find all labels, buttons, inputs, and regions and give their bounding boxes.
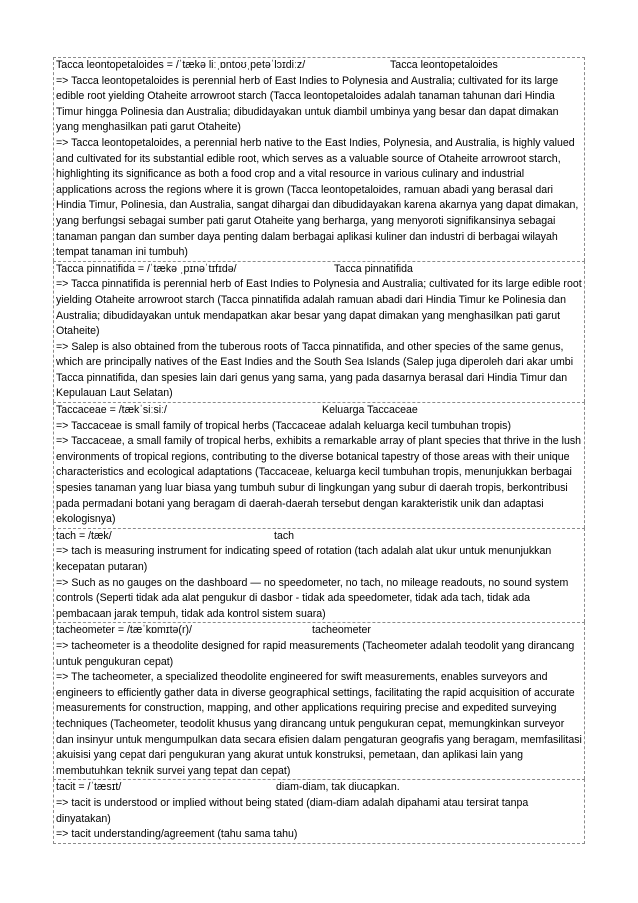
dictionary-entry <box>53 57 585 261</box>
dictionary-page <box>53 57 585 844</box>
entry-translation: Tacca pinnatifida <box>334 262 413 275</box>
example-line: => Salep is also obtained from the tuberous roots of Tacca pinnatifida, and other species of the same genus, which are principally natives of the East Indies and the South Sea Islands (Salep juga diperoleh dari akar umbi Tacca pinnatifida, dan spesies lain dari genus yang sama, yang pada dasarnya berasal dari Hindia Timur dan Kepulauan Laut Selatan) <box>56 340 574 400</box>
definition-line: => tacit is understood or implied without being stated (diam-diam adalah dipahami atau tersirat tanpa dinyatakan) <box>56 796 529 825</box>
definition-line: => tacheometer is a theodolite designed for rapid measurements (Tacheometer adalah teodolit yang dirancang untuk pengukuran cepat) <box>56 639 575 668</box>
dictionary-entry <box>53 528 585 623</box>
example-line: => The tacheometer, a specialized theodolite engineered for swift measurements, enables surveyors and engineers to efficiently gather data in diverse geographical settings, facilitating the rapid acquisition of accurate measurements for construction, mapping, and other applications requiring precise and expedited surveying techniques (Tacheometer, teodolit khusus yang dirancang untuk pengukuran cepat, memungkinkan surveyor dan insinyur untuk mengumpulkan data secara efisien dalam pengaturan geografis yang beragam, memfasilitasi akuisisi yang cepat dari pengukuran yang akurat untuk konstruksi, pemetaan, dan aplikasi lain yang membutuhkan teknik survei yang tepat dan cepat) <box>56 671 582 777</box>
entry-header <box>56 780 582 796</box>
definition-line: => Tacca pinnatifida is perennial herb of East Indies to Polynesia and Australia; cultivated for its large edible root yielding Otaheite arrowroot starch (Tacca pinnatifida adalah ramuan abadi dari Hindia Timur ke Polinesia dan Australia; dibudidayakan untuk mendapatkan akar besar yang dapat dimakan yang menghasilkan pati garut Otaheite) <box>56 278 582 338</box>
entry-translation: tacheometer <box>312 624 371 637</box>
entry-term: Tacca pinnatifida = /ˈtækə ˌpɪnəˈtɪfɪdə/ <box>56 262 237 275</box>
entry-term: tacheometer = /tæˈkɒmɪtə(r)/ <box>56 624 192 637</box>
entry-header <box>56 529 582 545</box>
definition-line: => tach is measuring instrument for indicating speed of rotation (tach adalah alat ukur untuk menunjukkan kecepatan putaran) <box>56 545 552 573</box>
entry-translation: diam-diam, tak diucapkan. <box>276 781 400 794</box>
entry-term: Taccaceae = /tækˈsiːsiː/ <box>56 404 167 417</box>
example-line: => Taccaceae, a small family of tropical herbs, exhibits a remarkable array of plant species that thrive in the lush environments of tropical regions, contributing to the diverse botanical tapestry of those areas with their unique characteristics and ecological adaptations (Taccaceae, keluarga kecil tumbuhan tropis, menunjukkan berbagai spesies tanaman yang luar biasa yang tumbuh subur di lingkungan yang subur di daerah tropis, berkontribusi pada permadani botani yang beragam di daerah-daerah tersebut dengan karakteristik unik dan adaptasi ekologisnya) <box>56 435 582 526</box>
dictionary-entry <box>53 622 585 779</box>
dictionary-entry <box>53 261 585 402</box>
example-line: => Tacca leontopetaloides, a perennial herb native to the East Indies, Polynesia, and Australia, is highly valued and cultivated for its substantial edible root, which serves as a valuable source of Otaheite arrowroot starch, highlighting its significance as both a food crop and a vital resource in various culinary and industrial applications across the regions where it is grown (Tacca leontopetaloides, ramuan abadi yang berasal dari Hindia Timur, Polinesia, dan Australia, sangat dihargai dan dibudidayakan karena akarnya yang dapat dimakan, yang berfungsi sebagai sumber pati garut Otaheite yang berharga, yang menyoroti signifikansinya sebagai tanaman pangan dan sumber daya penting dalam berbagai aplikasi kuliner dan industri di berbagai wilayah tempat tanaman ini tumbuh) <box>56 136 579 259</box>
example-line: => Such as no gauges on the dashboard — no speedometer, no tach, no mileage readouts, no sound system controls (Seperti tidak ada alat pengukur di dasbor - tidak ada speedometer, tidak ada tach, tidak ada pembacaan jarak tempuh, tidak ada kontrol sistem suara) <box>56 576 569 620</box>
entry-header <box>56 58 582 74</box>
entry-term: tach = /tæk/ <box>56 529 112 542</box>
example-line: => tacit understanding/agreement (tahu sama tahu) <box>56 828 298 841</box>
entry-header <box>56 623 582 639</box>
dictionary-entry <box>53 402 585 528</box>
definition-line: => Tacca leontopetaloides is perennial herb of East Indies to Polynesia and Australia; cultivated for its large edible root yielding Otaheite arrowroot starch (Tacca leontopetaloides adalah tanaman tahunan dari Hindia Timur hingga Polinesia dan Australia; dibudidayakan untuk diambil umbinya yang besar dan dapat dimakan yang menghasilkan pati garut Otaheite) <box>56 74 559 134</box>
entry-translation: tach <box>274 529 295 542</box>
entry-header <box>56 262 582 278</box>
entry-term: Tacca leontopetaloides = /ˈtækə liːˌɒntoʊˌpetəˈlɔɪdiːz/ <box>56 59 306 71</box>
dictionary-entry <box>53 779 585 843</box>
entry-term: tacit = /ˈtæsɪt/ <box>56 781 122 794</box>
entry-translation: Tacca leontopetaloides <box>390 59 498 71</box>
entry-header <box>56 403 582 419</box>
definition-line: => Taccaceae is small family of tropical herbs (Taccaceae adalah keluarga kecil tumbuhan tropis) <box>56 419 511 432</box>
entry-translation: Keluarga Taccaceae <box>322 404 418 417</box>
